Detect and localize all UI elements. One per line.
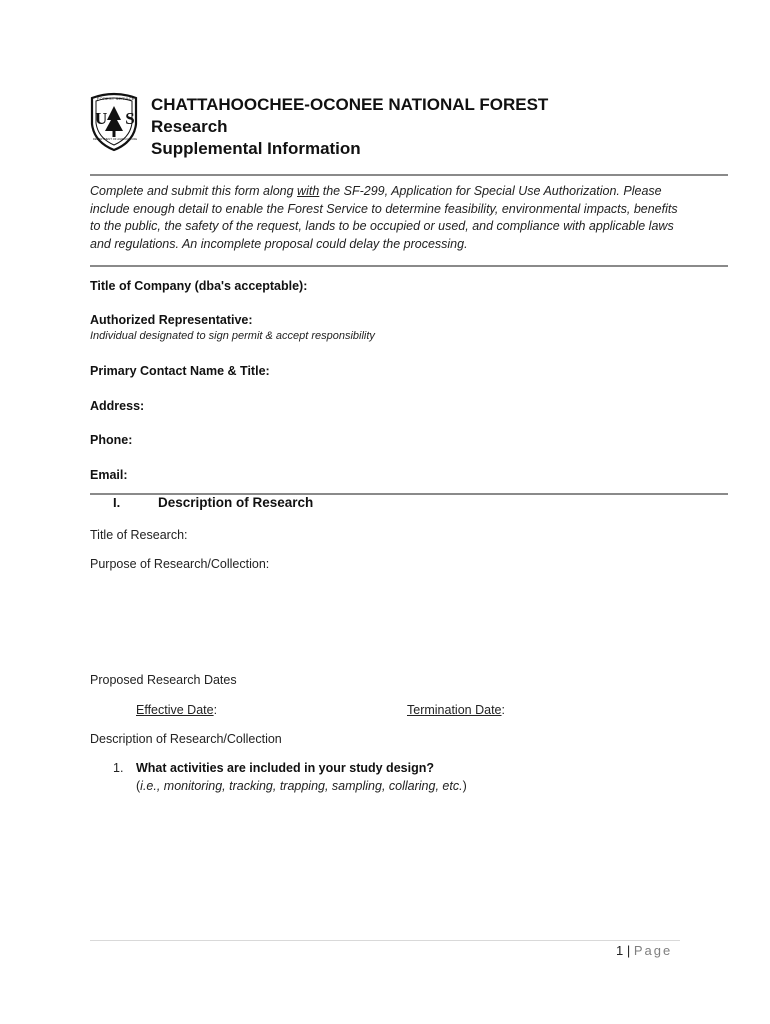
email-label: Email: [90,468,128,482]
hint-close-paren: ) [462,779,467,793]
intro-text-1: Complete and submit this form along [90,184,298,198]
logo-bottom-text: DEPARTMENT OF AGRICULTURE [93,137,138,141]
page-label: Page [633,943,673,958]
intro-paragraph [90,183,690,253]
question-1-hint [136,779,467,793]
intro-with-underlined: with [297,184,320,198]
page-number: 1 [616,943,624,958]
primary-contact-label: Primary Contact Name & Title: [90,364,270,378]
effective-date-label [136,703,217,717]
purpose-label: Purpose of Research/Collection: [90,557,270,571]
hint-examples: i.e., monitoring, tracking, trapping, sampling, collaring, etc. [140,779,463,793]
logo-top-text: FOREST SERVICE [97,96,135,101]
section-number: I. [113,495,121,510]
effective-date-colon: : [213,703,218,717]
usfs-shield-logo [88,90,153,152]
address-label: Address: [90,399,145,413]
company-field-label: Title of Company (dba's acceptable): [90,279,308,293]
question-1-number: 1. [113,761,124,775]
header-divider [90,174,728,176]
title-of-research-label: Title of Research: [90,528,188,542]
effective-date-text: Effective Date [136,703,214,717]
intro-text-2: the SF-299, Application for Special Use Authorization. Please include enough detail to enable the Forest Service to determine feasibility, environmental impacts, benefits to the public, the safety of the request, lands to be occupied or used, and compliance with applicable laws and regulations. An incomplete proposal could delay the processing. [90,184,678,251]
authorized-rep-label: Authorized Representative: [90,313,253,327]
footer-divider [90,940,680,941]
termination-date-colon: : [501,703,505,717]
authorized-rep-note: Individual designated to sign permit & accept responsibility [90,330,375,342]
page-footer [616,943,672,958]
phone-label: Phone: [90,433,133,447]
form-title: Supplemental Information [151,139,361,158]
hint-open-paren: ( [136,779,141,793]
logo-letter-u: US [95,109,153,128]
page-separator: | [623,943,634,958]
form-category: Research [151,117,228,136]
description-heading: Description of Research/Collection [90,732,282,746]
section-title: Description of Research [158,495,314,510]
intro-divider [90,265,728,267]
termination-date-text: Termination Date [407,703,502,717]
forest-title: CHATTAHOOCHEE-OCONEE NATIONAL FOREST [151,95,549,114]
question-1-text: What activities are included in your study design? [136,761,434,775]
termination-date-label [407,703,505,717]
proposed-dates-label: Proposed Research Dates [90,673,237,687]
